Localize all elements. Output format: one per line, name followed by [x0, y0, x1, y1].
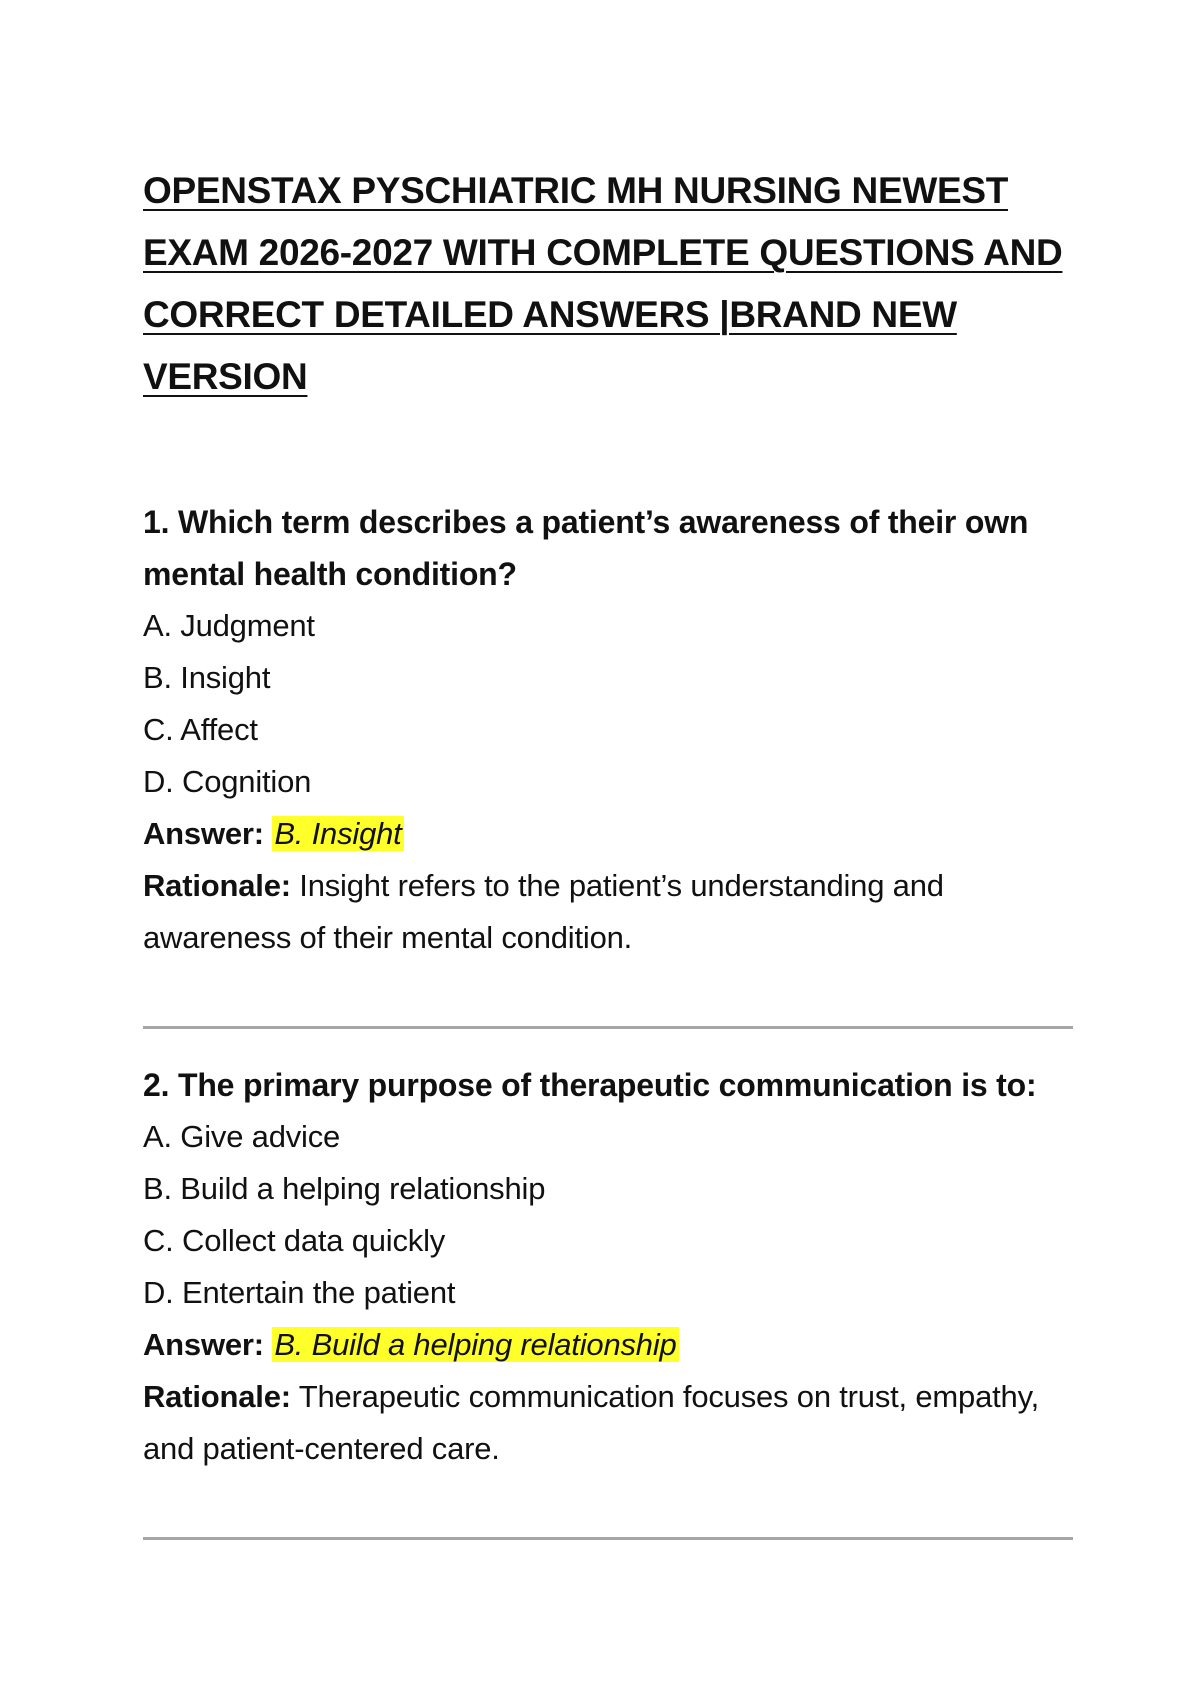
rationale-text: Insight refers to the patient’s understanding and awareness of their mental condition. — [143, 868, 944, 955]
option-c: C. Collect data quickly — [143, 1223, 446, 1258]
question-text: 2. The primary purpose of therapeutic communication is to: — [143, 1067, 1037, 1103]
option-d: D. Entertain the patient — [143, 1275, 456, 1310]
section-divider — [143, 1537, 1073, 1540]
answer-line — [143, 808, 1073, 860]
rationale-text: Therapeutic communication focuses on trust, empathy, and patient-centered care. — [143, 1379, 1039, 1466]
section-divider — [143, 1026, 1073, 1029]
option-a: A. Judgment — [143, 608, 315, 643]
rationale-line — [143, 860, 1073, 964]
document-title: OPENSTAX PYSCHIATRIC MH NURSING NEWEST EXAM 2026-2027 WITH COMPLETE QUESTIONS AND CORRECT DETAILED ANSWERS |BRAND NEW VERSION — [143, 170, 1063, 397]
option-c: C. Affect — [143, 712, 258, 747]
rationale-line — [143, 1371, 1073, 1475]
question-text: 1. Which term describes a patient’s awareness of their own mental health condition? — [143, 504, 1029, 592]
answer-value: B. Build a helping relationship — [274, 1327, 677, 1362]
answer-value: B. Insight — [274, 816, 402, 851]
answer-label: Answer: — [143, 816, 264, 851]
answer-line — [143, 1319, 1073, 1371]
question-1 — [143, 496, 1073, 964]
document-page — [143, 160, 1073, 1540]
options-list — [143, 1111, 1073, 1319]
rationale-label: Rationale: — [143, 868, 291, 903]
option-b: B. Build a helping relationship — [143, 1171, 546, 1206]
option-d: D. Cognition — [143, 764, 312, 799]
answer-label: Answer: — [143, 1327, 264, 1362]
option-b: B. Insight — [143, 660, 271, 695]
rationale-label: Rationale: — [143, 1379, 291, 1414]
option-a: A. Give advice — [143, 1119, 341, 1154]
options-list — [143, 600, 1073, 808]
question-2 — [143, 1059, 1073, 1475]
